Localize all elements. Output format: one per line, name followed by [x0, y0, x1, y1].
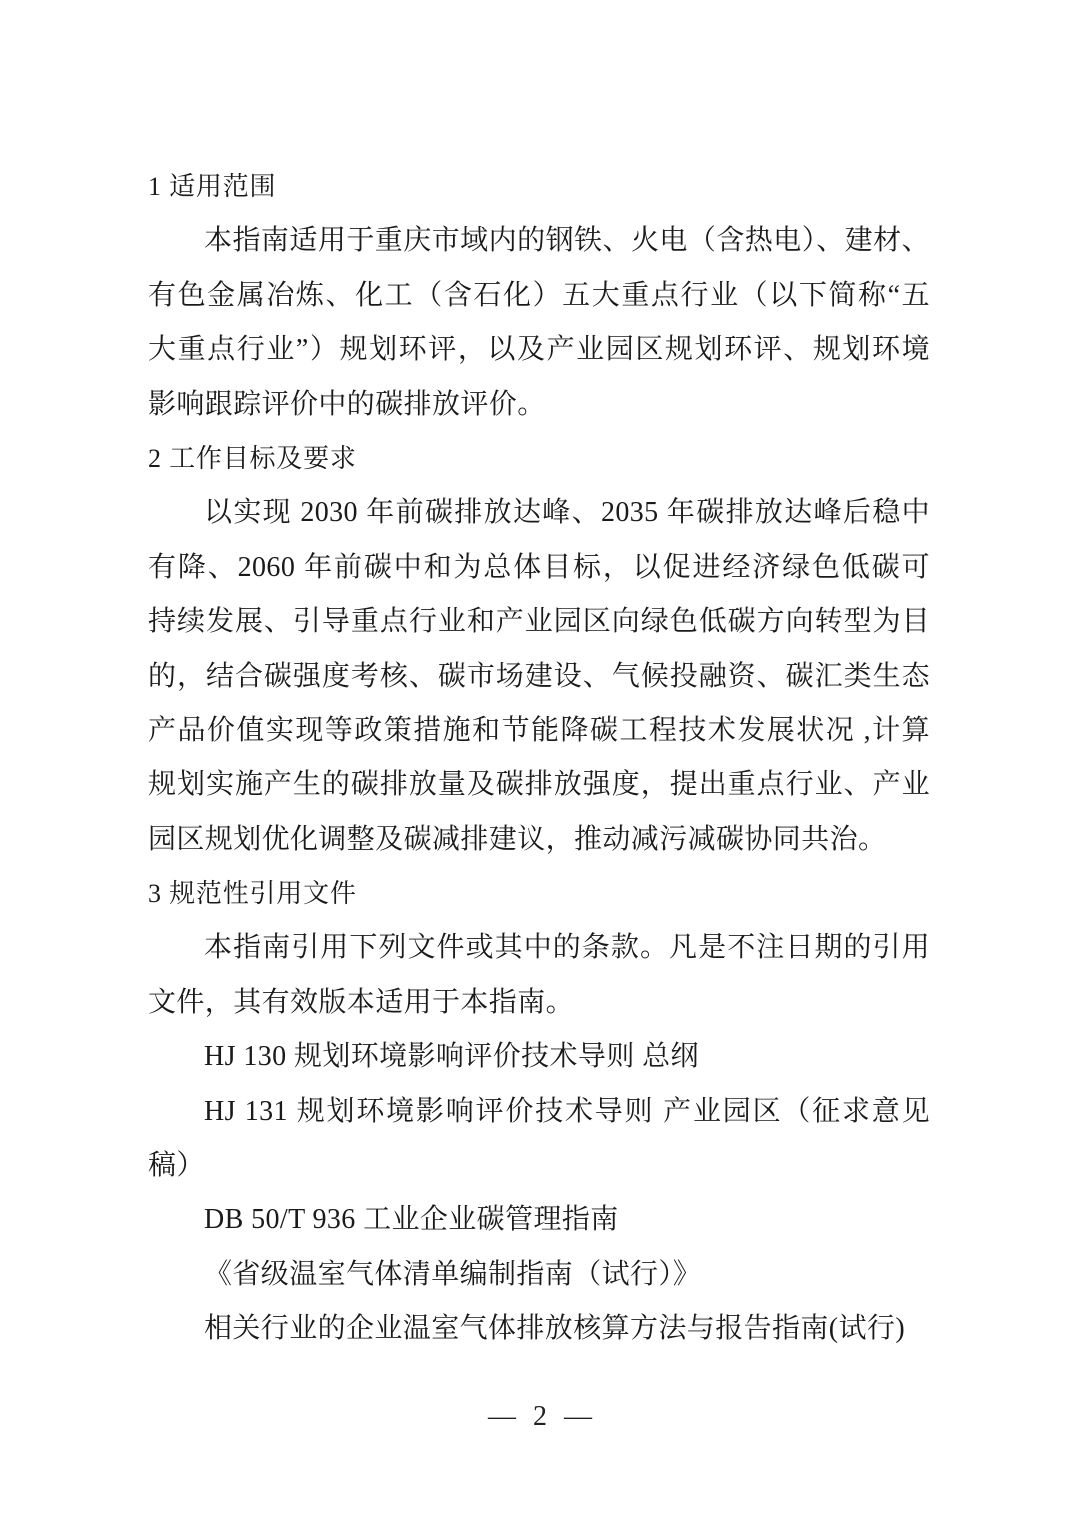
document-body	[148, 160, 930, 1357]
paragraph-line: 园区规划优化调整及碳减排建议，推动减污减碳协同共治。	[148, 823, 887, 855]
paragraph-line: 本指南引用下列文件或其中的条款。凡是不注日期的引用	[204, 932, 930, 964]
paragraph-line: 以实现 2030 年前碳排放达峰、2035 年碳排放达峰后稳中	[204, 497, 930, 529]
reference-provincial-ghg-guide: 《省级温室气体清单编制指南（试行）》	[204, 1258, 702, 1290]
reference-hj131-line-2: 稿）	[148, 1150, 205, 1182]
paragraph-line: 影响跟踪评价中的碳排放评价。	[148, 388, 546, 420]
reference-industry-ghg-guide: 相关行业的企业温室气体排放核算方法与报告指南(试行)	[204, 1313, 906, 1345]
paragraph-line: 文件，其有效版本适用于本指南。	[148, 986, 575, 1018]
paragraph-line: 有降、2060 年前碳中和为总体目标，以促进经济绿色低碳可	[148, 551, 930, 583]
reference-db50t936: DB 50/T 936 工业企业碳管理指南	[204, 1204, 619, 1236]
paragraph-line: 大重点行业”）规划环评，以及产业园区规划环评、规划环境	[148, 334, 930, 366]
paragraph-line: 本指南适用于重庆市域内的钢铁、火电（含热电）、建材、	[204, 225, 930, 257]
section-heading-references: 3 规范性引用文件	[148, 879, 357, 909]
section-heading-goals: 2 工作目标及要求	[148, 443, 357, 473]
section-heading-scope: 1 适用范围	[148, 172, 277, 201]
paragraph-line: 产品价值实现等政策措施和节能降碳工程技术发展状况 ,计算	[148, 714, 930, 746]
paragraph-line: 的，结合碳强度考核、碳市场建设、气候投融资、碳汇类生态	[148, 660, 930, 692]
paragraph-line: 持续发展、引导重点行业和产业园区向绿色低碳方向转型为目	[148, 606, 930, 638]
paragraph-line: 有色金属冶炼、化工（含石化）五大重点行业（以下简称“五	[148, 279, 930, 311]
paragraph-line: 规划实施产生的碳排放量及碳排放强度，提出重点行业、产业	[148, 769, 930, 801]
reference-hj130: HJ 130 规划环境影响评价技术导则 总纲	[204, 1041, 699, 1073]
reference-hj131-line-1: HJ 131 规划环境影响评价技术导则 产业园区（征求意见	[204, 1095, 930, 1127]
page-number: — 2 —	[488, 1401, 592, 1432]
